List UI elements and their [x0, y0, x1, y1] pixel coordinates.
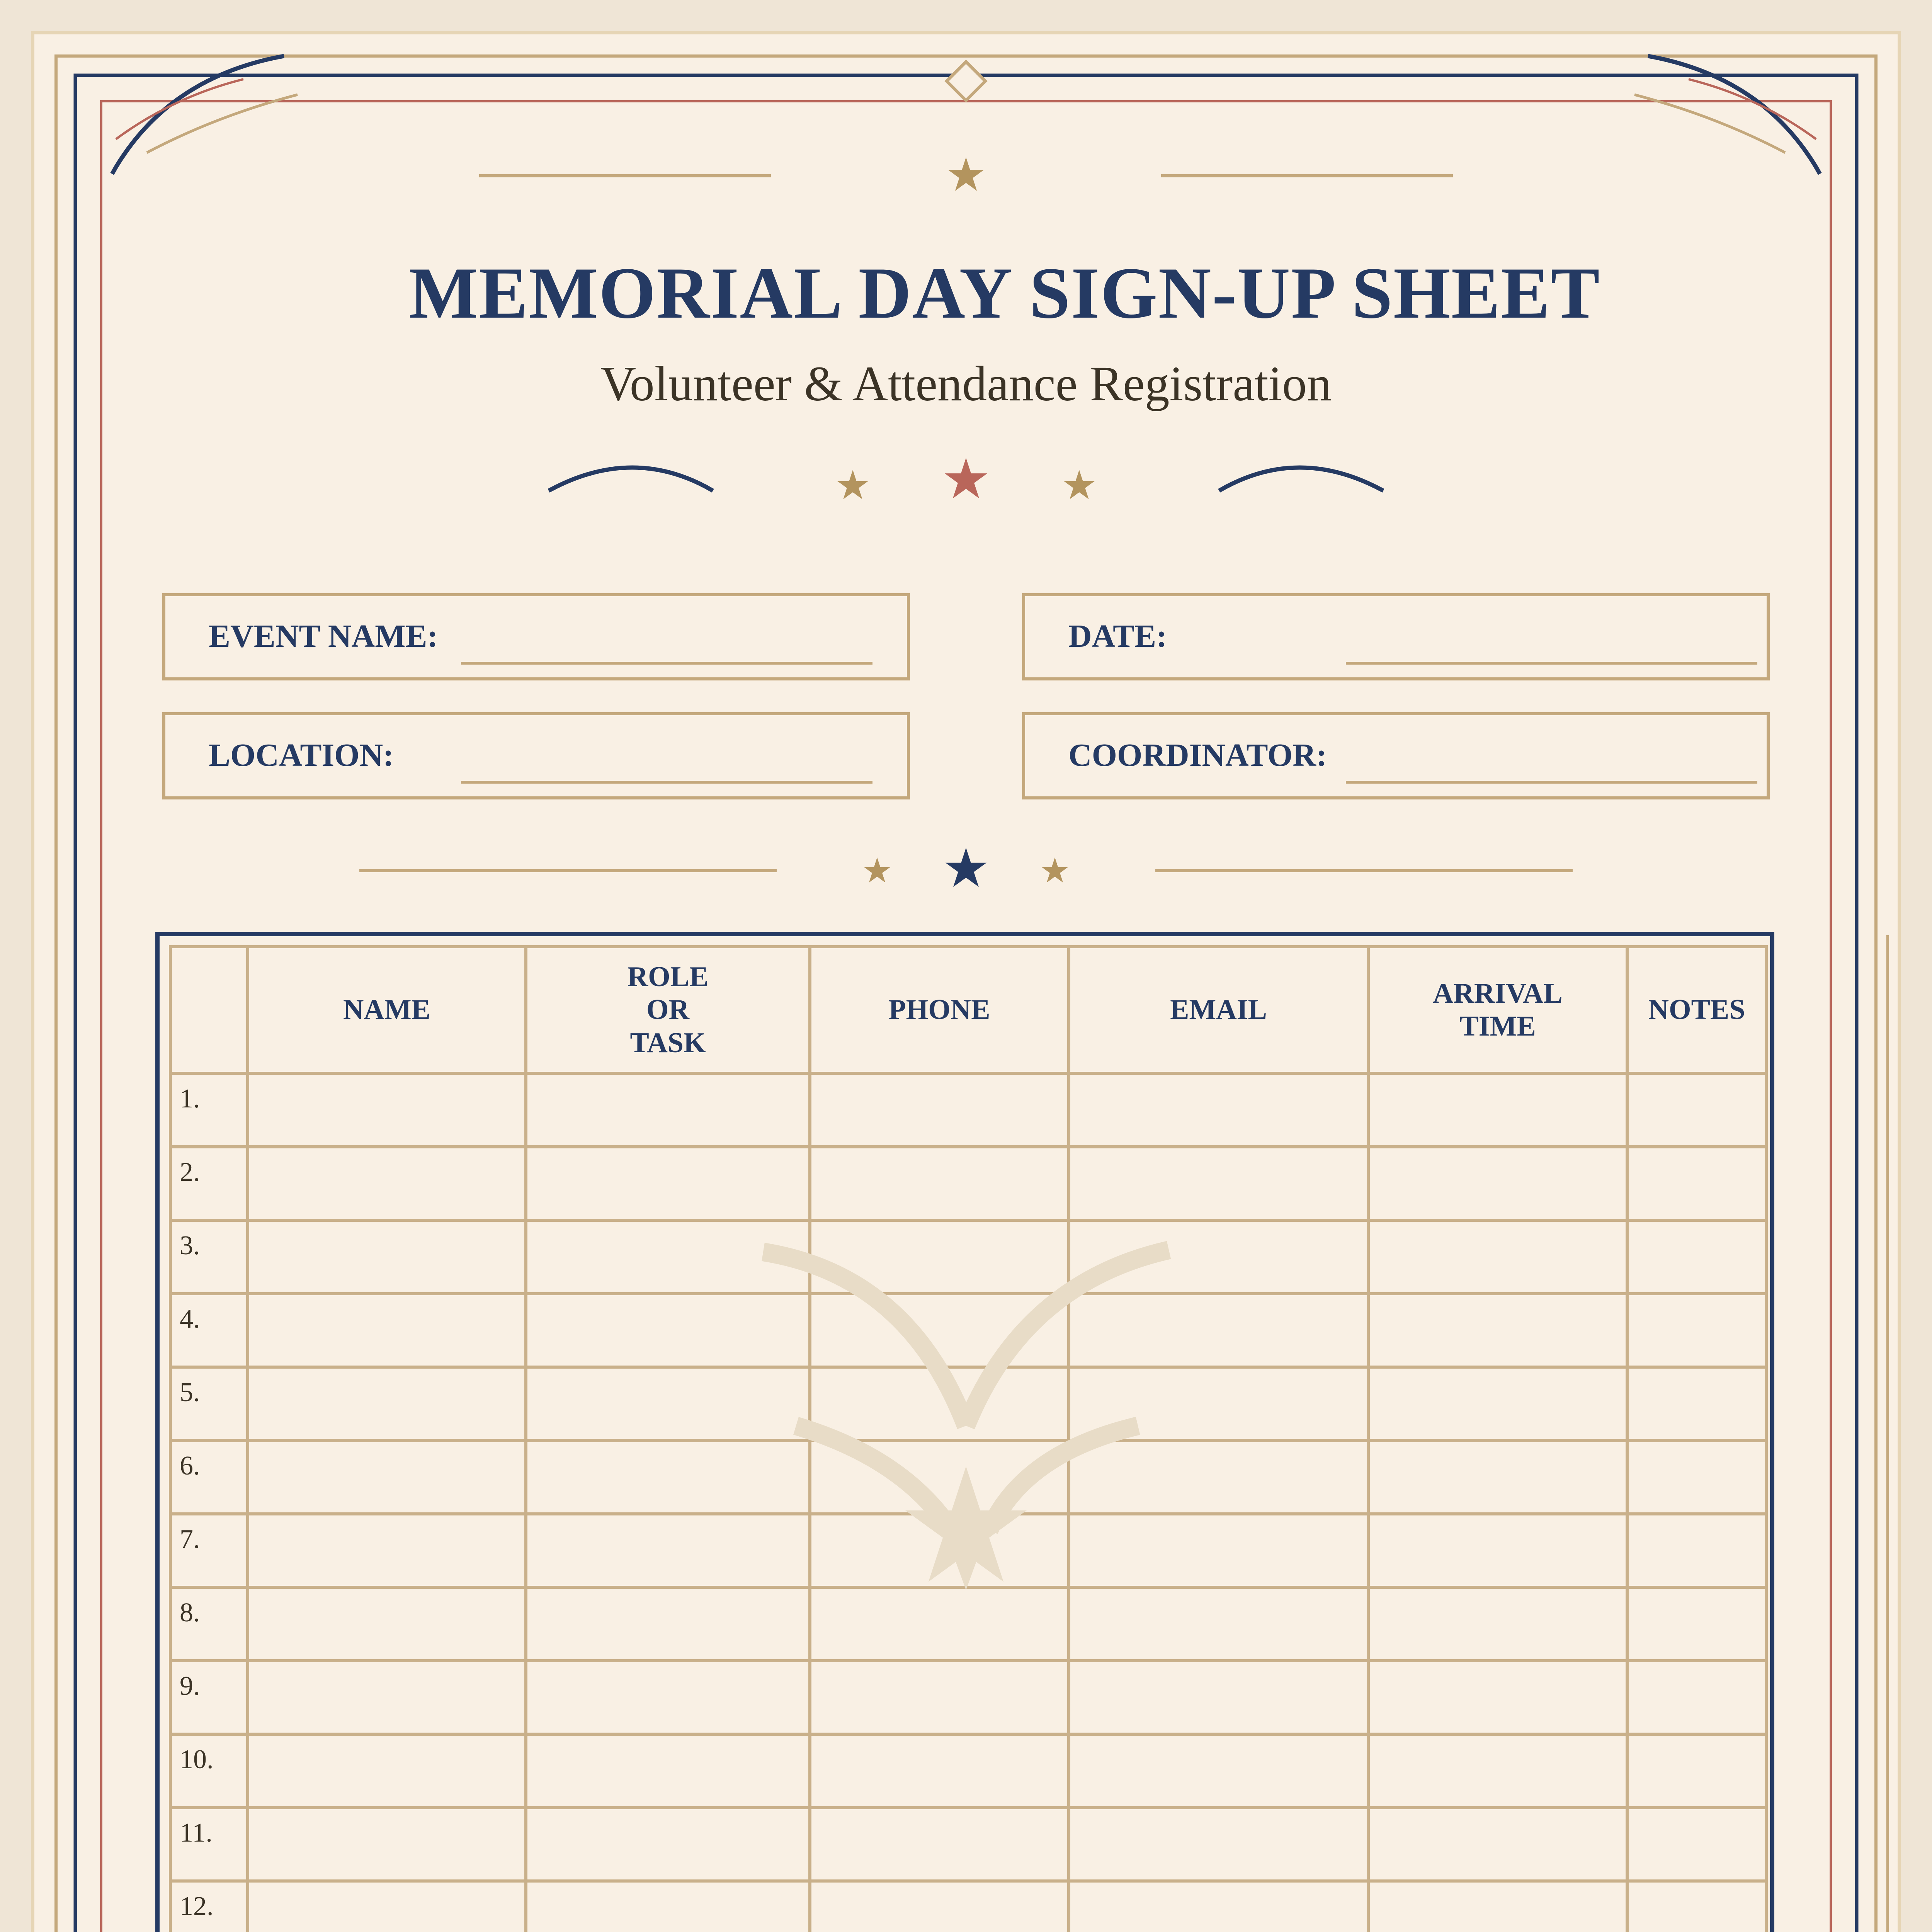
table-row — [170, 1514, 1766, 1587]
arrival-time-cell[interactable] — [1368, 1514, 1627, 1587]
column-header-phone: PHONE — [810, 947, 1069, 1073]
notes-cell[interactable] — [1627, 1881, 1766, 1932]
row-number: 9. — [170, 1661, 248, 1734]
arrival-time-cell[interactable] — [1368, 1808, 1627, 1881]
column-header-name: NAME — [248, 947, 526, 1073]
notes-cell[interactable] — [1627, 1661, 1766, 1734]
coordinator-input-line[interactable] — [1346, 781, 1757, 784]
notes-cell[interactable] — [1627, 1294, 1766, 1367]
page-subtitle: Volunteer & Attendance Registration — [600, 356, 1332, 411]
role-cell[interactable] — [526, 1220, 810, 1294]
location-label: LOCATION: — [209, 737, 394, 773]
date-input-line[interactable] — [1346, 662, 1757, 665]
notes-cell[interactable] — [1627, 1587, 1766, 1661]
row-number: 5. — [170, 1367, 248, 1440]
row-number: 10. — [170, 1734, 248, 1808]
name-cell[interactable] — [248, 1073, 526, 1147]
email-cell[interactable] — [1069, 1073, 1368, 1147]
notes-cell[interactable] — [1627, 1147, 1766, 1220]
arrival-time-cell[interactable] — [1368, 1587, 1627, 1661]
page-title: MEMORIAL DAY SIGN-UP SHEET — [409, 253, 1600, 334]
location-input-line[interactable] — [461, 781, 872, 784]
arrival-time-cell[interactable] — [1368, 1440, 1627, 1514]
phone-cell[interactable] — [810, 1294, 1069, 1367]
role-cell[interactable] — [526, 1661, 810, 1734]
phone-cell[interactable] — [810, 1661, 1069, 1734]
table-body — [170, 1073, 1766, 1932]
coordinator-field[interactable] — [1022, 712, 1770, 799]
notes-cell[interactable] — [1627, 1440, 1766, 1514]
date-field[interactable] — [1022, 593, 1770, 680]
notes-cell[interactable] — [1627, 1808, 1766, 1881]
name-cell[interactable] — [248, 1661, 526, 1734]
event-name-field[interactable] — [162, 593, 910, 680]
role-cell[interactable] — [526, 1587, 810, 1661]
role-cell[interactable] — [526, 1440, 810, 1514]
phone-cell[interactable] — [810, 1073, 1069, 1147]
name-cell[interactable] — [248, 1514, 526, 1587]
table-row — [170, 1881, 1766, 1932]
row-number: 11. — [170, 1808, 248, 1881]
table-row — [170, 1367, 1766, 1440]
role-cell[interactable] — [526, 1881, 810, 1932]
phone-cell[interactable] — [810, 1440, 1069, 1514]
email-cell[interactable] — [1069, 1587, 1368, 1661]
arrival-time-cell[interactable] — [1368, 1147, 1627, 1220]
event-name-input-line[interactable] — [461, 662, 872, 665]
email-cell[interactable] — [1069, 1440, 1368, 1514]
role-cell[interactable] — [526, 1147, 810, 1220]
coordinator-label: COORDINATOR: — [1068, 737, 1327, 773]
table-row — [170, 1294, 1766, 1367]
email-cell[interactable] — [1069, 1147, 1368, 1220]
name-cell[interactable] — [248, 1881, 526, 1932]
arrival-time-cell[interactable] — [1368, 1220, 1627, 1294]
phone-cell[interactable] — [810, 1808, 1069, 1881]
table-row — [170, 1661, 1766, 1734]
column-header-arrival-time-text: ARRIVAL TIME — [1433, 977, 1563, 1042]
email-cell[interactable] — [1069, 1220, 1368, 1294]
date-label: DATE: — [1068, 618, 1167, 654]
name-cell[interactable] — [248, 1220, 526, 1294]
column-header-notes: NOTES — [1627, 947, 1766, 1073]
name-cell[interactable] — [248, 1440, 526, 1514]
notes-cell[interactable] — [1627, 1220, 1766, 1294]
name-cell[interactable] — [248, 1147, 526, 1220]
name-cell[interactable] — [248, 1294, 526, 1367]
role-cell[interactable] — [526, 1367, 810, 1440]
row-number: 12. — [170, 1881, 248, 1932]
role-cell[interactable] — [526, 1294, 810, 1367]
role-cell[interactable] — [526, 1734, 810, 1808]
name-cell[interactable] — [248, 1808, 526, 1881]
arrival-time-cell[interactable] — [1368, 1073, 1627, 1147]
arrival-time-cell[interactable] — [1368, 1734, 1627, 1808]
sign-up-table — [169, 945, 1768, 1932]
phone-cell[interactable] — [810, 1220, 1069, 1294]
role-cell[interactable] — [526, 1514, 810, 1587]
row-number: 8. — [170, 1587, 248, 1661]
phone-cell[interactable] — [810, 1147, 1069, 1220]
location-field[interactable] — [162, 712, 910, 799]
notes-cell[interactable] — [1627, 1073, 1766, 1147]
column-header-arrival-time — [1368, 947, 1627, 1073]
column-header-role-text: ROLE OR TASK — [627, 961, 709, 1059]
email-cell[interactable] — [1069, 1808, 1368, 1881]
phone-cell[interactable] — [810, 1881, 1069, 1932]
phone-cell[interactable] — [810, 1587, 1069, 1661]
row-number: 4. — [170, 1294, 248, 1367]
notes-cell[interactable] — [1627, 1734, 1766, 1808]
table-row — [170, 1440, 1766, 1514]
column-header-number — [170, 947, 248, 1073]
notes-cell[interactable] — [1627, 1514, 1766, 1587]
email-cell[interactable] — [1069, 1294, 1368, 1367]
role-cell[interactable] — [526, 1073, 810, 1147]
row-number: 3. — [170, 1220, 248, 1294]
table-row — [170, 1147, 1766, 1220]
table-header-row — [170, 947, 1766, 1073]
role-cell[interactable] — [526, 1808, 810, 1881]
phone-cell[interactable] — [810, 1734, 1069, 1808]
table-row — [170, 1587, 1766, 1661]
row-number: 2. — [170, 1147, 248, 1220]
column-header-role — [526, 947, 810, 1073]
email-cell[interactable] — [1069, 1881, 1368, 1932]
notes-cell[interactable] — [1627, 1367, 1766, 1440]
event-name-label: EVENT NAME: — [209, 618, 438, 654]
name-cell[interactable] — [248, 1367, 526, 1440]
email-cell[interactable] — [1069, 1661, 1368, 1734]
arrival-time-cell[interactable] — [1368, 1661, 1627, 1734]
row-number: 6. — [170, 1440, 248, 1514]
phone-cell[interactable] — [810, 1367, 1069, 1440]
phone-cell[interactable] — [810, 1514, 1069, 1587]
row-number: 7. — [170, 1514, 248, 1587]
table-row — [170, 1808, 1766, 1881]
arrival-time-cell[interactable] — [1368, 1367, 1627, 1440]
email-cell[interactable] — [1069, 1734, 1368, 1808]
name-cell[interactable] — [248, 1734, 526, 1808]
table-row — [170, 1734, 1766, 1808]
table-row — [170, 1073, 1766, 1147]
table-row — [170, 1220, 1766, 1294]
email-cell[interactable] — [1069, 1367, 1368, 1440]
arrival-time-cell[interactable] — [1368, 1294, 1627, 1367]
column-header-email: EMAIL — [1069, 947, 1368, 1073]
arrival-time-cell[interactable] — [1368, 1881, 1627, 1932]
row-number: 1. — [170, 1073, 248, 1147]
name-cell[interactable] — [248, 1587, 526, 1661]
email-cell[interactable] — [1069, 1514, 1368, 1587]
